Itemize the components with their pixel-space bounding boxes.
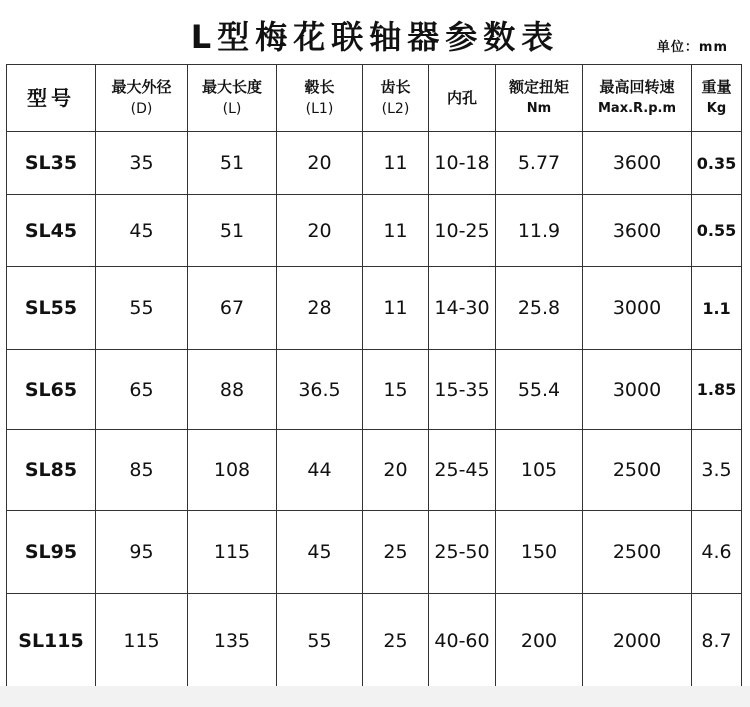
cell-bore: 10-18: [429, 132, 496, 195]
cell-hub-length: 45: [277, 511, 363, 594]
cell-rated-torque: 150: [496, 511, 583, 594]
table-row: [7, 195, 742, 267]
cell-max-length: 135: [188, 594, 277, 689]
cell-rated-torque: 5.77: [496, 132, 583, 195]
cell-max-outer-diameter: 95: [96, 511, 188, 594]
cell-tooth-length: 11: [363, 267, 429, 350]
cell-rated-torque: 25.8: [496, 267, 583, 350]
cell-tooth-length: 25: [363, 594, 429, 689]
table-row: [7, 132, 742, 195]
header-rated-torque: 额定扭矩 Nm: [496, 65, 583, 132]
cell-bore: 25-45: [429, 430, 496, 511]
cell-max-outer-diameter: 35: [96, 132, 188, 195]
cell-max-length: 108: [188, 430, 277, 511]
header-bore: 内孔: [429, 65, 496, 132]
table-row: [7, 267, 742, 350]
cell-tooth-length: 11: [363, 132, 429, 195]
header-max-outer-diameter: 最大外径 (D): [96, 65, 188, 132]
cell-model: SL55: [7, 267, 96, 350]
cell-max-outer-diameter: 115: [96, 594, 188, 689]
cell-model: SL65: [7, 350, 96, 430]
header-model: 型号: [7, 65, 96, 132]
cell-model: SL85: [7, 430, 96, 511]
cell-tooth-length: 20: [363, 430, 429, 511]
cell-max-outer-diameter: 65: [96, 350, 188, 430]
table-body: [7, 132, 742, 689]
header-weight: 重量 Kg: [692, 65, 742, 132]
cell-bore: 15-35: [429, 350, 496, 430]
cell-max-speed: 3600: [583, 132, 692, 195]
cell-bore: 10-25: [429, 195, 496, 267]
cell-weight: 8.7: [692, 594, 742, 689]
cell-model: SL95: [7, 511, 96, 594]
cell-max-length: 51: [188, 132, 277, 195]
cell-hub-length: 36.5: [277, 350, 363, 430]
header-max-length: 最大长度 (L): [188, 65, 277, 132]
cell-bore: 40-60: [429, 594, 496, 689]
cell-max-outer-diameter: 55: [96, 267, 188, 350]
cell-bore: 14-30: [429, 267, 496, 350]
cell-max-speed: 3000: [583, 350, 692, 430]
cell-tooth-length: 15: [363, 350, 429, 430]
cell-weight: 4.6: [692, 511, 742, 594]
cell-max-speed: 2500: [583, 430, 692, 511]
cell-hub-length: 28: [277, 267, 363, 350]
cell-rated-torque: 11.9: [496, 195, 583, 267]
cell-max-speed: 3000: [583, 267, 692, 350]
cell-max-speed: 2500: [583, 511, 692, 594]
cell-weight: 1.1: [692, 267, 742, 350]
cell-weight: 3.5: [692, 430, 742, 511]
cell-weight: 1.85: [692, 350, 742, 430]
cell-max-length: 51: [188, 195, 277, 267]
unit-label: 单位：mm: [656, 40, 728, 55]
cell-model: SL45: [7, 195, 96, 267]
cell-hub-length: 20: [277, 195, 363, 267]
table-row: [7, 594, 742, 689]
cell-bore: 25-50: [429, 511, 496, 594]
cell-max-length: 67: [188, 267, 277, 350]
table-row: [7, 430, 742, 511]
cell-hub-length: 55: [277, 594, 363, 689]
bottom-band: [0, 686, 750, 707]
cell-max-length: 115: [188, 511, 277, 594]
header-max-speed: 最高回转速 Max.R.p.m: [583, 65, 692, 132]
cell-hub-length: 20: [277, 132, 363, 195]
cell-max-speed: 2000: [583, 594, 692, 689]
header-row: [7, 65, 742, 132]
cell-rated-torque: 200: [496, 594, 583, 689]
cell-max-speed: 3600: [583, 195, 692, 267]
cell-hub-length: 44: [277, 430, 363, 511]
header-hub-length: 毂长 (L1): [277, 65, 363, 132]
cell-weight: 0.35: [692, 132, 742, 195]
table-row: [7, 511, 742, 594]
cell-tooth-length: 25: [363, 511, 429, 594]
cell-tooth-length: 11: [363, 195, 429, 267]
parameter-table: [6, 64, 742, 689]
cell-max-outer-diameter: 85: [96, 430, 188, 511]
cell-model: SL115: [7, 594, 96, 689]
table-row: [7, 350, 742, 430]
cell-weight: 0.55: [692, 195, 742, 267]
cell-max-length: 88: [188, 350, 277, 430]
cell-model: SL35: [7, 132, 96, 195]
cell-max-outer-diameter: 45: [96, 195, 188, 267]
header-tooth-length: 齿长 (L2): [363, 65, 429, 132]
cell-rated-torque: 105: [496, 430, 583, 511]
cell-rated-torque: 55.4: [496, 350, 583, 430]
page-title: L型梅花联轴器参数表: [190, 18, 560, 56]
